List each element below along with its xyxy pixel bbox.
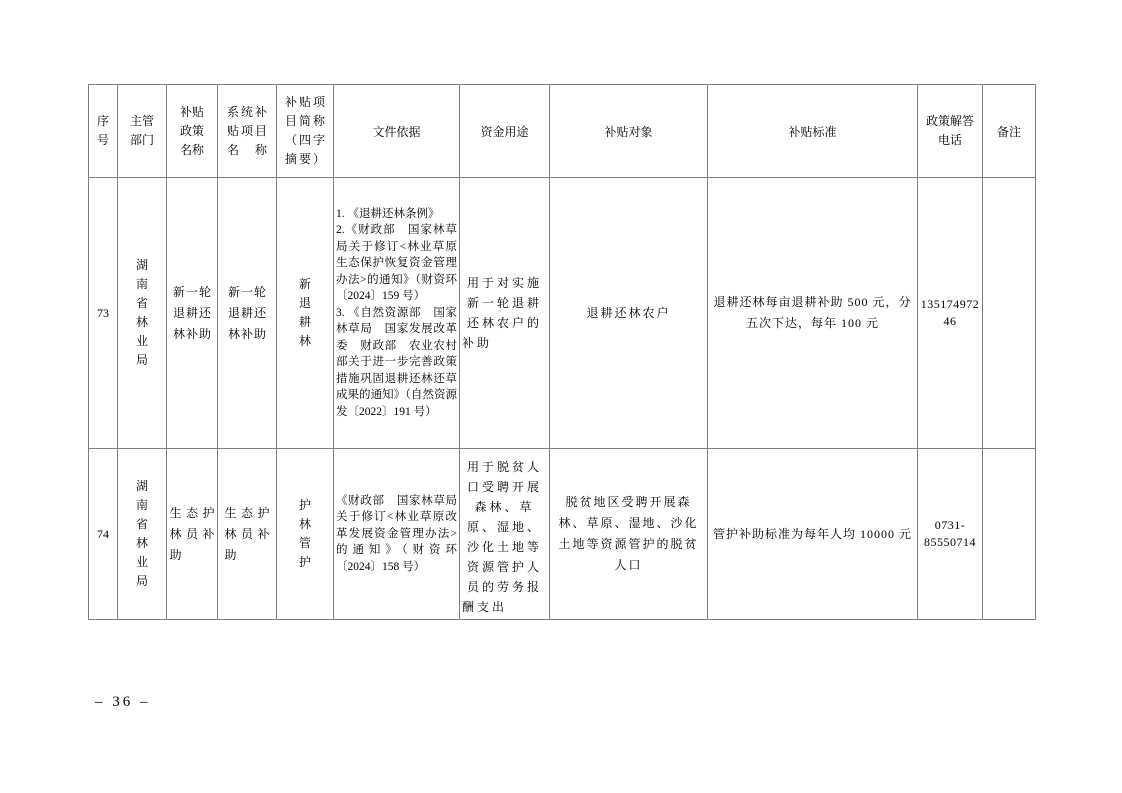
- cell-policy-name-text: 新一轮退耕还林补助: [173, 284, 211, 341]
- header-fund-use: 资金用途: [460, 85, 550, 178]
- cell-dept-text: 湖南省林业局: [135, 479, 148, 588]
- cell-dept-text: 湖南省林业局: [135, 258, 148, 367]
- header-target: 补贴对象: [550, 85, 708, 178]
- page-number: – 36 –: [95, 694, 151, 710]
- cell-remark: [983, 178, 1036, 449]
- cell-policy-name: [167, 449, 218, 620]
- cell-dept: [118, 449, 167, 620]
- cell-policy-name: [167, 178, 218, 449]
- table-row-73: [89, 178, 1036, 449]
- cell-remark: [983, 449, 1036, 620]
- header-policy-name-label: 补贴政策名称: [179, 104, 204, 157]
- header-item-abbr: [277, 85, 334, 178]
- doc-basis-item: 《财政部 国家林草局关于修订<林业草原改革发展资金管理办法>的通知》（财资环〔2024〕158 号）: [336, 494, 457, 573]
- cell-phone: 0731-85550714: [918, 449, 983, 620]
- table-row-74: [89, 449, 1036, 620]
- header-standard: 补贴标准: [708, 85, 918, 178]
- header-seq: [89, 85, 118, 178]
- cell-item-abbr: [277, 178, 334, 449]
- cell-doc-basis: [334, 449, 460, 620]
- subsidy-table: [88, 84, 1036, 620]
- cell-seq: 73: [89, 178, 118, 449]
- header-row: [89, 85, 1036, 178]
- cell-standard: 退耕还林每亩退耕补助 500 元，分五次下达，每年 100 元: [708, 178, 918, 449]
- cell-doc-basis: [334, 178, 460, 449]
- header-policy-name: [167, 85, 218, 178]
- header-phone: [918, 85, 983, 178]
- cell-phone: 13517497246: [918, 178, 983, 449]
- header-system-item-name: [218, 85, 277, 178]
- cell-dept: [118, 178, 167, 449]
- cell-target: 退耕还林农户: [550, 178, 708, 449]
- header-remark: 备注: [983, 85, 1036, 178]
- cell-item-abbr-text: 新退耕林: [298, 277, 311, 348]
- cell-fund-use: 用于脱贫人口受聘开展森林、草原、湿地、沙化土地等资源管护人员的劳务报酬支出: [460, 449, 550, 620]
- cell-item-abbr: [277, 449, 334, 620]
- doc-basis-item: 2.《财政部 国家林草局关于修订<林业草原生态保护恢复资金管理办法>的通知》（财资环〔2024〕159 号）: [336, 224, 457, 303]
- cell-policy-name-text: 生态护林员补助: [169, 505, 215, 562]
- cell-system-item-name-text: 生态护林员补助: [224, 505, 270, 562]
- header-seq-label: 序号: [96, 114, 109, 147]
- header-item-abbr-label: 补贴项目简称（四字摘要）: [285, 95, 325, 166]
- cell-target: 脱贫地区受聘开展森林、草原、湿地、沙化土地等资源管护的脱贫人口: [550, 449, 708, 620]
- header-doc-basis: 文件依据: [334, 85, 460, 178]
- doc-basis-item: 3. 《自然资源部 国家林草局 国家发展改革委 财政部 农业农村部关于进一步完善政策措施巩固退耕还林还草成果的通知》（自然资源发〔2022〕191 号）: [336, 306, 457, 418]
- cell-standard: 管护补助标准为每年人均 10000 元: [708, 449, 918, 620]
- header-phone-label: 政策解答电话: [926, 114, 975, 147]
- header-system-item-name-label: 系统补贴项目名称: [227, 104, 267, 157]
- header-dept-label: 主管部门: [129, 114, 154, 147]
- cell-fund-use: 用于对实施新一轮退耕还林农户的补助: [460, 178, 550, 449]
- header-dept: [118, 85, 167, 178]
- cell-system-item-name: [218, 178, 277, 449]
- cell-item-abbr-text: 护林管护: [298, 498, 311, 569]
- doc-basis-item: 1. 《退耕还林条例》: [336, 207, 440, 220]
- cell-seq: 74: [89, 449, 118, 620]
- cell-system-item-name-text: 新一轮退耕还林补助: [228, 284, 266, 341]
- cell-system-item-name: [218, 449, 277, 620]
